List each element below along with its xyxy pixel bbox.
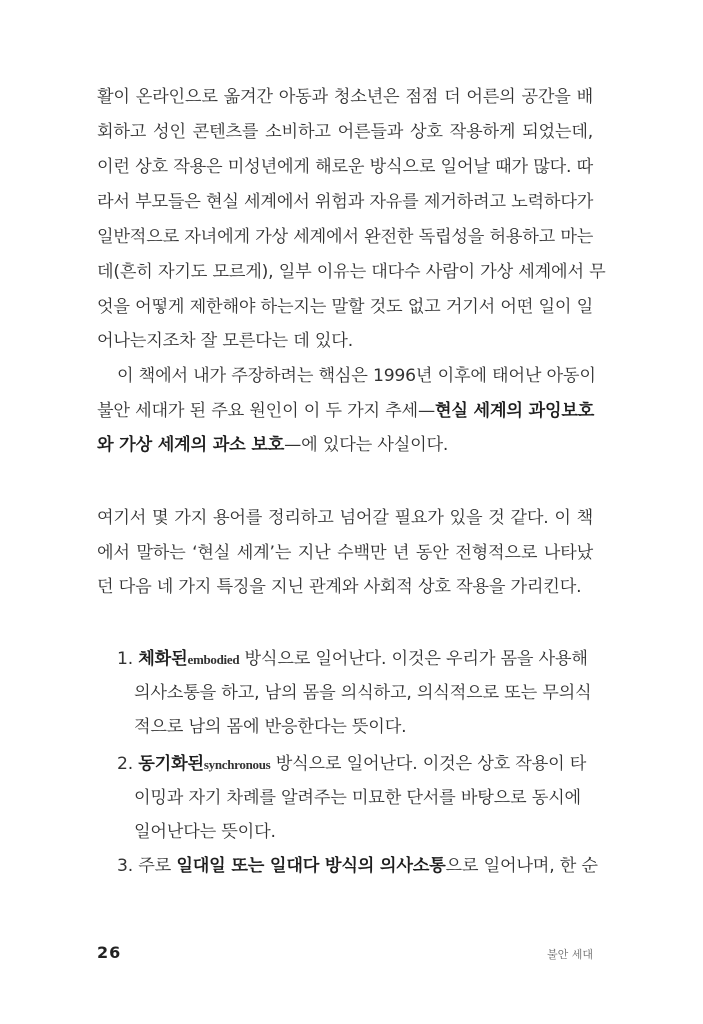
plain-text: 불안 세대가 된 주요 원인이 이 두 가지 추세—: [97, 401, 435, 421]
term-korean: 동기화된: [138, 754, 204, 774]
body-text-line: 회하고 성인 콘텐츠를 소비하고 어른들과 상호 작용하게 되었는데,: [97, 122, 593, 142]
list-item-3: [117, 852, 598, 880]
list-text: 주로: [133, 856, 177, 876]
body-text-line: 일반적으로 자녀에게 가상 세계에서 완전한 독립성을 허용하고 마는: [97, 227, 594, 247]
term-english: synchronous: [203, 757, 271, 772]
emphasis-text: 현실 세계의 과잉보호: [434, 401, 595, 421]
list-text: 으로 일어나며, 한 순: [445, 856, 598, 876]
list-text: 방식으로 일어난다. 이것은 우리가 몸을 사용해: [239, 649, 588, 669]
body-text-line: 어나는지조차 잘 모른다는 데 있다.: [97, 331, 353, 351]
list-item-1: [117, 645, 588, 673]
list-number: 2.: [117, 754, 133, 774]
list-item-continuation: 이밍과 자기 차례를 알려주는 미묘한 단서를 바탕으로 동시에: [134, 788, 581, 808]
body-text-line: 에서 말하는 ‘현실 세계’는 지난 수백만 년 동안 전형적으로 나타났: [97, 543, 593, 563]
term-korean: 체화된: [138, 649, 188, 669]
term-english: embodied: [187, 652, 240, 667]
page-number: 26: [97, 943, 122, 962]
plain-text: —에 있다는 사실이다.: [284, 435, 449, 455]
list-item-2: [117, 750, 587, 778]
running-footer-title: 불안 세대: [546, 948, 593, 961]
list-item-continuation: 일어난다는 뜻이다.: [134, 822, 276, 842]
body-text-line: 라서 부모들은 현실 세계에서 위험과 자유를 제거하려고 노력하다가: [97, 192, 594, 212]
body-text-line: 이 책에서 내가 주장하려는 핵심은 1996년 이후에 태어난 아동이: [117, 366, 596, 386]
list-item-continuation: 의사소통을 하고, 남의 몸을 의식하고, 의식적으로 또는 무의식: [134, 683, 592, 703]
body-text-line: 활이 온라인으로 옮겨간 아동과 청소년은 점점 더 어른의 공간을 배: [97, 87, 593, 107]
body-text-line: [97, 431, 593, 459]
list-number: 3.: [117, 856, 133, 876]
list-number: 1.: [117, 649, 133, 669]
body-text-line: 엇을 어떻게 제한해야 하는지는 말할 것도 없고 거기서 어떤 일이 일: [97, 297, 593, 317]
list-text: 방식으로 일어난다. 이것은 상호 작용이 타: [270, 754, 587, 774]
body-text-line: 던 다음 네 가지 특징을 지닌 관계와 사회적 상호 작용을 가리킨다.: [97, 577, 582, 597]
body-text-line: 데(흔히 자기도 모르게), 일부 이유는 대다수 사람이 가상 세계에서 무: [97, 262, 606, 282]
list-item-continuation: 적으로 남의 몸에 반응한다는 뜻이다.: [134, 717, 407, 737]
body-text-line: [97, 397, 593, 425]
emphasis-text: 일대일 또는 일대다 방식의 의사소통: [176, 856, 446, 876]
emphasis-text: 와 가상 세계의 과소 보호: [97, 435, 285, 455]
body-text-line: 여기서 몇 가지 용어를 정리하고 넘어갈 필요가 있을 것 같다. 이 책: [97, 508, 593, 528]
body-text-line: 이런 상호 작용은 미성년에게 해로운 방식으로 일어날 때가 많다. 따: [97, 157, 593, 177]
